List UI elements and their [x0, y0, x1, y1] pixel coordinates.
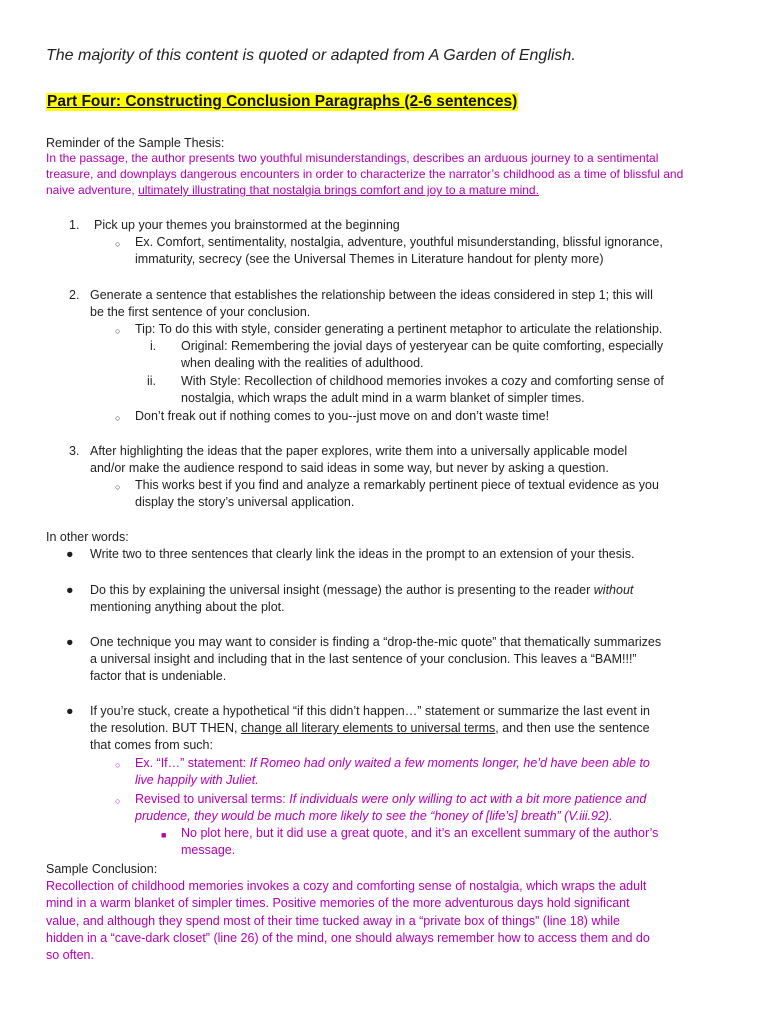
bullet-text: factor that is undeniable. — [90, 669, 227, 683]
example-label: Ex. “If…” statement: — [135, 756, 250, 770]
sub-sub-item-text: nostalgia, which wraps the adult mind in a warm blanket of simpler times. — [181, 391, 585, 405]
sample-conclusion-line: mind in a warm blanket of simpler times. Positive memories of the more adventurous days hold significant — [46, 896, 630, 910]
bullet-text — [90, 720, 650, 737]
sub-item-text: display the story’s universal application. — [135, 495, 355, 509]
roman-numeral: ii. — [147, 374, 157, 388]
bullet-text-italic: without — [593, 583, 634, 597]
circle-bullet-icon: ○ — [115, 326, 121, 336]
bullet-icon: ● — [66, 547, 74, 561]
note-text: message. — [181, 843, 236, 857]
revised-italic: If individuals were only willing to act with a bit more patience and — [289, 792, 647, 806]
bullet-text: If you’re stuck, create a hypothetical “if this didn’t happen…” statement or summarize the last event in — [90, 704, 650, 718]
sub-item-text: Tip: To do this with style, consider generating a pertinent metaphor to articulate the relationship. — [135, 322, 663, 336]
bullet-text: that comes from such: — [90, 738, 213, 752]
example-text: live happily with Juliet. — [135, 773, 259, 787]
bullet-text-part: , and then use the sentence — [495, 721, 650, 735]
square-bullet-icon: ■ — [161, 830, 167, 840]
step-number: 2. — [69, 288, 80, 302]
bullet-icon: ● — [66, 583, 74, 597]
sub-item-text: immaturity, secrecy (see the Universal Themes in Literature handout for plenty more) — [135, 252, 604, 266]
bullet-text: a universal insight and including that in the last sentence of your conclusion. This leaves a “BAM!!!” — [90, 652, 637, 666]
step-text: and/or make the audience respond to said ideas in some way, but never by asking a question. — [90, 461, 609, 475]
step-text: Pick up your themes you brainstormed at the beginning — [94, 218, 400, 232]
circle-bullet-icon: ○ — [115, 239, 121, 249]
bullet-text — [90, 582, 633, 599]
example-text — [135, 755, 650, 772]
thesis-line — [46, 182, 539, 199]
step-number: 1. — [69, 218, 80, 232]
bullet-icon: ● — [66, 704, 74, 718]
intro-note: The majority of this content is quoted or adapted from A Garden of English. — [46, 47, 576, 64]
sample-conclusion-line: so often. — [46, 948, 94, 962]
revised-text — [135, 791, 646, 808]
circle-bullet-icon: ○ — [115, 796, 121, 806]
bullet-text: Write two to three sentences that clearly link the ideas in the prompt to an extension of your thesis. — [90, 547, 635, 561]
circle-bullet-icon: ○ — [115, 413, 121, 423]
bullet-text-part: Do this by explaining the universal insight (message) the author is presenting to the reader — [90, 583, 594, 597]
revised-label: Revised to universal terms: — [135, 792, 290, 806]
circle-bullet-icon: ○ — [115, 482, 121, 492]
section-label: In other words: — [46, 530, 129, 544]
thesis-line: In the passage, the author presents two youthful misunderstandings, describes an arduous journey to a sentimental — [46, 151, 659, 165]
sample-conclusion-line: value, and although they spend most of their time tucked away in a “private box of things” (line 18) while — [46, 914, 620, 928]
step-number: 3. — [69, 444, 80, 458]
bullet-icon: ● — [66, 635, 74, 649]
bullet-text-underlined: change all literary elements to universal terms — [241, 721, 496, 735]
sub-sub-item-text: when dealing with the realities of adulthood. — [181, 356, 424, 370]
note-text: No plot here, but it did use a great quote, and it’s an excellent summary of the author’s — [181, 826, 659, 840]
step-text: After highlighting the ideas that the paper explores, write them into a universally applicable model — [90, 444, 628, 458]
sample-conclusion-line: hidden in a “cave-dark closet” (line 26) of the mind, one should always remember how to access them and do — [46, 931, 650, 945]
step-text: be the first sentence of your conclusion. — [90, 305, 311, 319]
roman-numeral: i. — [150, 339, 157, 353]
step-text: Generate a sentence that establishes the relationship between the ideas considered in step 1; this will — [90, 288, 653, 302]
circle-bullet-icon: ○ — [115, 760, 121, 770]
sub-item-text: This works best if you find and analyze a remarkably pertinent piece of textual evidence as you — [135, 478, 659, 492]
sub-item-text: Don’t freak out if nothing comes to you--just move on and don’t waste time! — [135, 409, 550, 423]
sample-conclusion-line: Recollection of childhood memories invokes a cozy and comforting sense of nostalgia, which wraps the adult — [46, 879, 647, 893]
example-italic: If Romeo had only waited a few moments longer, he’d have been able to — [249, 756, 650, 770]
thesis-text: naive adventure, — [46, 183, 139, 197]
thesis-line: treasure, and downplays dangerous encounters in order to characterize the narrator’s childhood as a time of blissful and — [46, 167, 684, 181]
part-title: Part Four: Constructing Conclusion Paragraphs (2-6 sentences) — [47, 93, 518, 110]
revised-text: prudence, they would be much more likely to see the “honey of [life’s] breath” (V.iii.92). — [135, 809, 613, 823]
thesis-underlined: ultimately illustrating that nostalgia brings comfort and joy to a mature mind. — [138, 183, 539, 197]
sub-sub-item-text: With Style: Recollection of childhood memories invokes a cozy and comforting sense of — [181, 374, 664, 388]
bullet-text: mentioning anything about the plot. — [90, 600, 285, 614]
sample-conclusion-label: Sample Conclusion: — [46, 862, 158, 876]
bullet-text: One technique you may want to consider is finding a “drop-the-mic quote” that thematically summarizes — [90, 635, 662, 649]
bullet-text-part: the resolution. BUT THEN, — [90, 721, 241, 735]
sub-sub-item-text: Original: Remembering the jovial days of yesteryear can be quite comforting, especially — [181, 339, 664, 353]
reminder-label: Reminder of the Sample Thesis: — [46, 136, 225, 150]
sub-item-text: Ex. Comfort, sentimentality, nostalgia, adventure, youthful misunderstanding, blissful ignorance, — [135, 235, 663, 249]
